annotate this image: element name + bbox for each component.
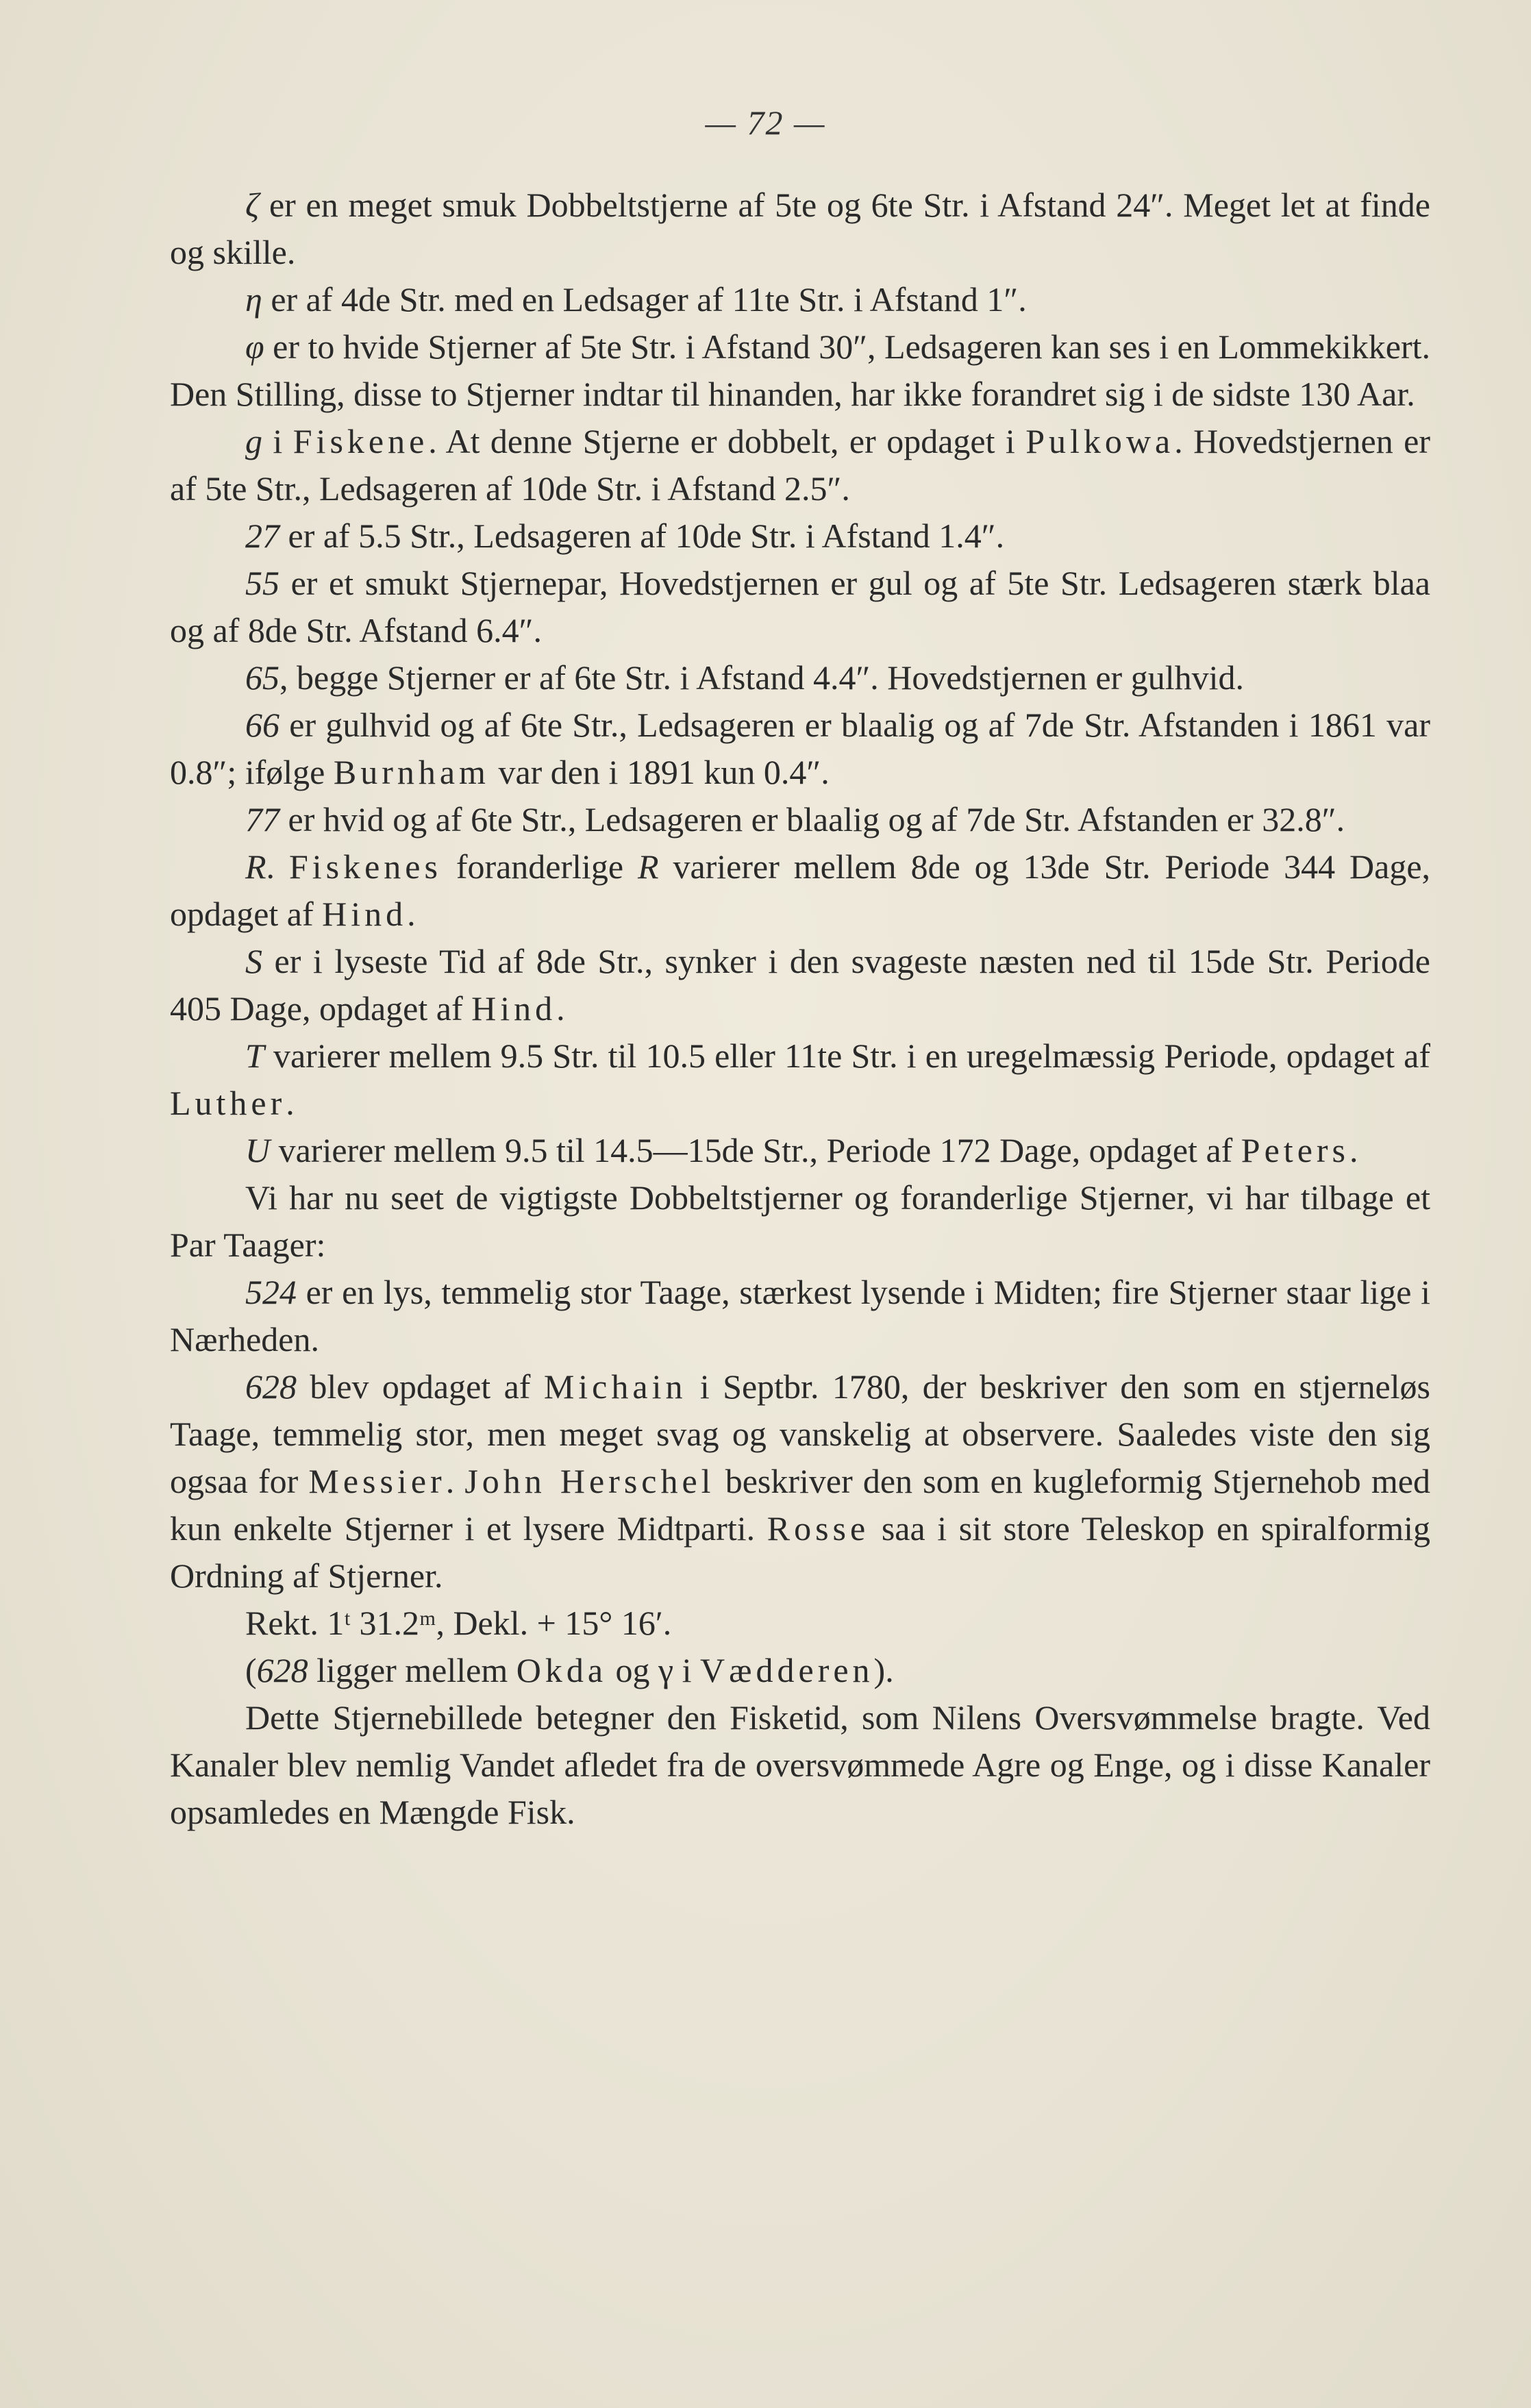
paragraph-text: i Septbr. 1780, der beskriver den som en stjerneløs Taage, temmelig stor, men meget svag og vanskelig at observere. Saaledes viste den sig ogsaa for (170, 1367, 1431, 1500)
spaced-name: Hind (322, 895, 408, 933)
paragraph-text: er af 4de Str. med en Ledsager af 11te Str. i Afstand 1″. (262, 280, 1027, 319)
paragraph-text: er en meget smuk Dobbeltstjerne af 5te og 6te Str. i Afstand 24″. Meget let at finde og skille. (170, 186, 1430, 271)
paragraph-text: er to hvide Stjerner af 5te Str. i Afstand 30″, Ledsageren kan ses i en Lommekikkert. Den Stilling, disse to Stjerner indtar til hinanden, har ikke forandret sig i de sidste 130 Aar. (170, 327, 1430, 413)
paragraph-text: er et smukt Stjernepar, Hovedstjernen er gul og af 5te Str. Ledsageren stærk blaa og af 8de Str. Afstand 6.4″. (170, 564, 1430, 649)
spaced-name: John Herschel (464, 1462, 715, 1500)
paragraph-text: ligger mellem (308, 1651, 516, 1689)
paragraph-text: ). (873, 1651, 894, 1689)
paragraph-77 (170, 796, 1430, 843)
paragraph-text: i (262, 422, 293, 460)
paragraph-lead: φ (245, 327, 264, 366)
paragraph-text: . At denne Stjerne er dobbelt, er opdaget i (428, 422, 1026, 460)
paragraph-lead: R (245, 847, 266, 886)
paragraph-text: foranderlige (441, 847, 638, 886)
paragraph-text: beskriver den som en kugleformig Stjernehob med kun enkelte Stjerner i et lysere Midtparti. (170, 1462, 1431, 1548)
paragraph-text: var den i 1891 kun 0.4″. (489, 753, 830, 791)
paragraph-55 (170, 560, 1430, 654)
paragraph-phi (170, 323, 1430, 418)
paragraph-text: . (556, 989, 565, 1028)
paragraph-r (170, 843, 1430, 938)
paragraph-t (170, 1032, 1430, 1127)
paragraph-lead: T (245, 1037, 264, 1075)
paragraph-text: saa i sit store Teleskop en spiralformig Ordning af Stjerner. (170, 1509, 1430, 1595)
paragraph-lead: η (245, 280, 262, 319)
paragraph-text: Rekt. 1ᵗ 31.2ᵐ, Dekl. + 15° 16′. (245, 1604, 672, 1642)
paragraph-eta (170, 276, 1430, 323)
paragraph-lead: ζ (245, 186, 260, 224)
paragraph-lead: 77 (245, 800, 279, 839)
paragraph-text: er hvid og af 6te Str., Ledsageren er blaalig og af 7de Str. Afstanden er 32.8″. (279, 800, 1345, 839)
paragraph-lead: 65 (245, 658, 279, 697)
paragraph-text: blev opdaget af (297, 1367, 544, 1406)
paragraph-lead: 524 (245, 1273, 297, 1311)
paragraph-text: er i lyseste Tid af 8de Str., synker i den svageste næsten ned til 15de Str. Periode 405 Dage, opdaget af (170, 942, 1430, 1028)
paragraph-text: er en lys, temmelig stor Taage, stærkest lysende i Midten; fire Stjerner staar lige i Nærheden. (170, 1273, 1430, 1358)
paragraph-65 (170, 654, 1430, 702)
paragraph-lead: U (245, 1131, 271, 1169)
paragraph-lead: S (245, 942, 262, 980)
paragraph-text: er af 5.5 Str., Ledsageren af 10de Str. i Afstand 1.4″. (279, 517, 1005, 555)
paragraph-text: . (407, 895, 416, 933)
paragraph-zeta (170, 182, 1430, 276)
spaced-name: Fiskene (292, 422, 429, 460)
paragraph-u (170, 1127, 1430, 1174)
italic-letter: R (638, 847, 659, 886)
spaced-name: Pulkowa (1025, 422, 1175, 460)
paragraph-lead: 66 (245, 706, 279, 744)
paragraph-text: Dette Stjernebillede betegner den Fisketid, som Nilens Oversvømmelse bragte. Ved Kanaler blev nemlig Vandet afledet fra de oversvømmede Agre og Enge, og i disse Kanaler opsamledes en Mængde Fisk. (170, 1698, 1430, 1831)
paragraph-text: er gulhvid og af 6te Str., Ledsageren er blaalig og af 7de Str. Afstanden i 1861 var 0.8″; ifølge (170, 706, 1430, 791)
paragraph-text: Vi har nu seet de vigtigste Dobbeltstjerner og foranderlige Stjerner, vi har tilbage et Par Taager: (170, 1178, 1430, 1264)
paragraph-27 (170, 512, 1430, 560)
spaced-name: Hind (471, 989, 557, 1028)
paragraph-text: varierer mellem 8de og 13de Str. Periode 344 Dage, opdaget af (170, 847, 1431, 933)
paragraph-66 (170, 702, 1430, 796)
spaced-name: Vædderen (700, 1651, 874, 1689)
paragraph-s (170, 938, 1430, 1032)
paragraph-text: og γ i (607, 1651, 701, 1689)
body-text (170, 182, 1430, 1836)
spaced-name: Luther (170, 1084, 286, 1122)
paragraph-text: . (286, 1084, 295, 1122)
paragraph-fisketid (170, 1694, 1430, 1836)
paragraph-text: ( (245, 1651, 257, 1689)
paragraph-intro-nebulae (170, 1174, 1430, 1269)
paragraph-text: . (266, 847, 289, 886)
paragraph-text: . (445, 1462, 465, 1500)
paragraph-text: , begge Stjerner er af 6te Str. i Afstand 4.4″. Hovedstjernen er gulhvid. (279, 658, 1244, 697)
spaced-name: Rosse (767, 1509, 870, 1548)
paragraph-lead: g (245, 422, 262, 460)
paragraph-628 (170, 1363, 1430, 1600)
italic-number: 628 (256, 1651, 308, 1689)
paragraph-coordinates (170, 1600, 1430, 1647)
paragraph-text: . (1349, 1131, 1358, 1169)
spaced-name: Peters (1241, 1131, 1349, 1169)
spaced-name: Fiskenes (288, 847, 442, 886)
paragraph-text: . Hovedstjernen er af 5te Str., Ledsageren af 10de Str. i Afstand 2.5″. (170, 422, 1430, 508)
paragraph-lead: 628 (245, 1367, 297, 1406)
paragraph-lead: 27 (245, 517, 279, 555)
paragraph-text: varierer mellem 9.5 til 14.5—15de Str., Periode 172 Dage, opdaget af (270, 1131, 1241, 1169)
spaced-name: Burnham (333, 753, 490, 791)
paragraph-g (170, 418, 1430, 512)
paragraph-lead: 55 (245, 564, 279, 602)
spaced-name: Messier (308, 1462, 446, 1500)
paragraph-524 (170, 1269, 1430, 1363)
spaced-name: Michain (543, 1367, 687, 1406)
paragraph-text: varierer mellem 9.5 Str. til 10.5 eller 11te Str. i en uregelmæssig Periode, opdaget af (264, 1037, 1430, 1075)
page-number: — 72 — (705, 103, 826, 142)
paragraph-628-location (170, 1647, 1430, 1694)
spaced-name: Okda (516, 1651, 608, 1689)
